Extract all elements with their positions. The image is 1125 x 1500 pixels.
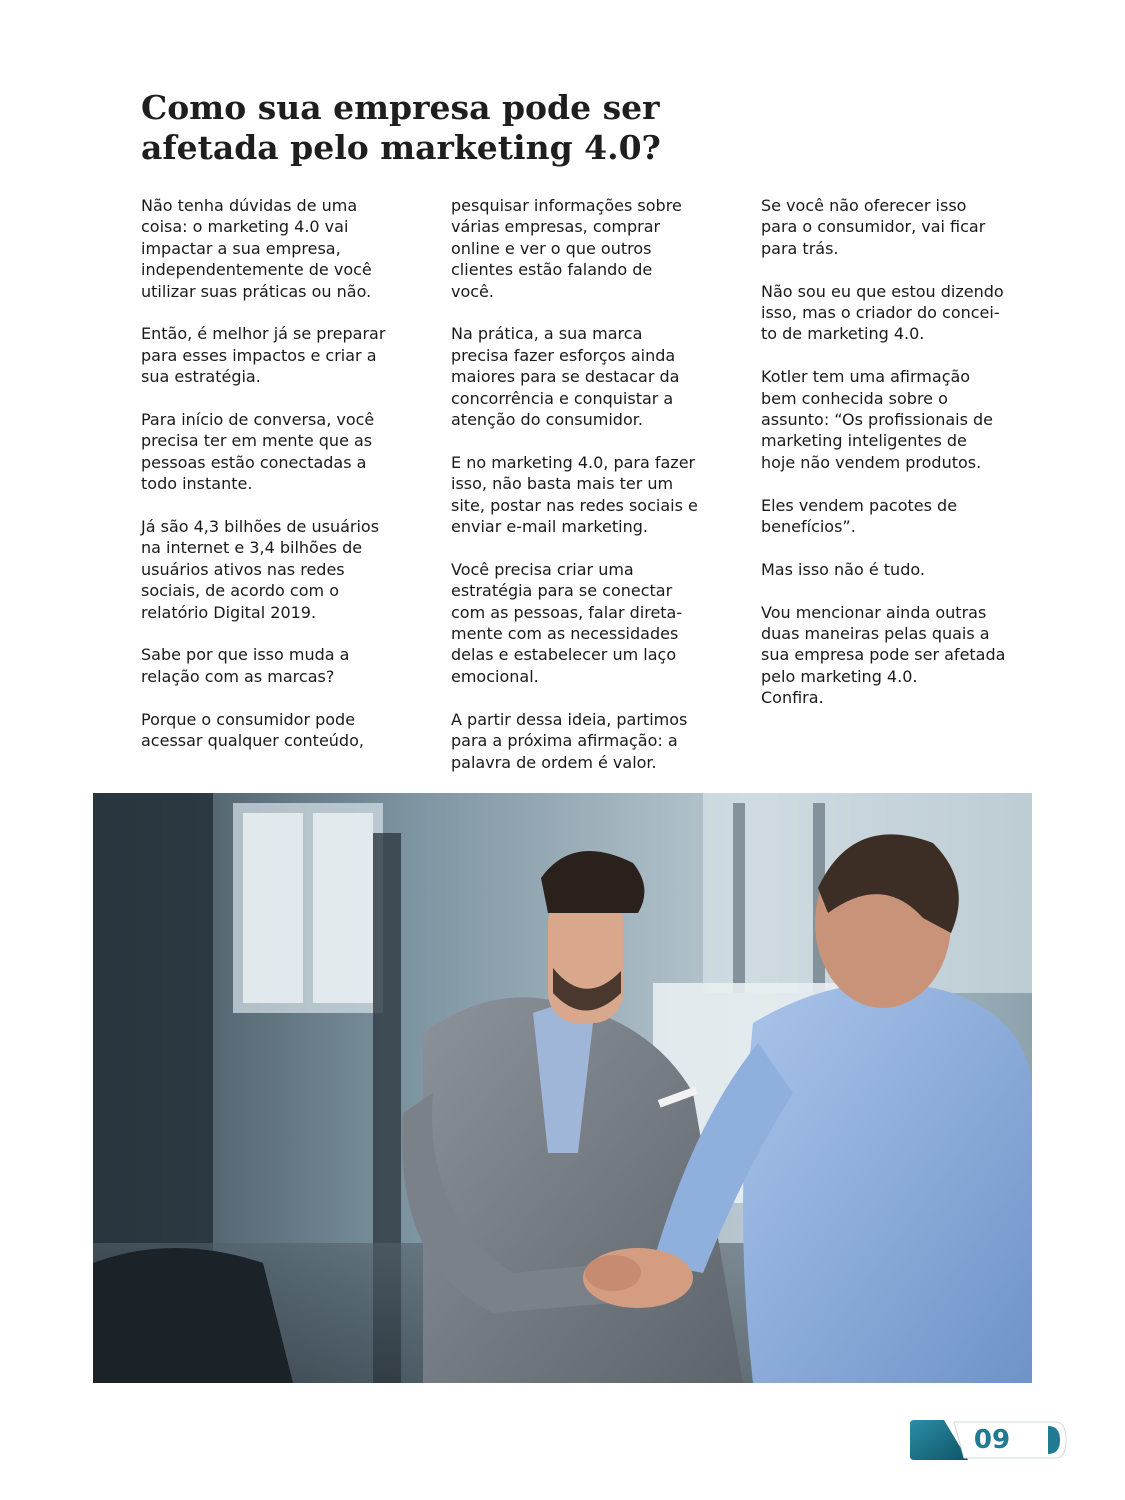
paragraph: Então, é melhor já se preparar para esses impactos e criar a sua estratégia.	[141, 324, 386, 387]
paragraph: Vou mencionar ainda outras duas maneiras pelas quais a sua empresa pode ser afetada pelo marketing 4.0. Confira.	[761, 602, 1006, 708]
paragraph: Não tenha dúvidas de uma coisa: o marketing 4.0 vai impactar a sua empresa, independentemente de você utilizar suas práticas ou não.	[141, 196, 372, 301]
text-column-2	[451, 195, 721, 794]
paragraph: Porque o consumidor pode acessar qualquer conteúdo,	[141, 709, 364, 751]
paragraph: Sabe por que isso muda a relação com as marcas?	[141, 645, 350, 686]
paragraph: Mas isso não é tudo.	[761, 559, 925, 579]
paragraph: Kotler tem uma afirmação bem conhecida sobre o assunto: “Os profissionais de marketing inteligentes de hoje não vendem produtos.	[761, 367, 993, 472]
paragraph: A partir dessa ideia, partimos para a próxima afirmação: a palavra de ordem é valor.	[451, 709, 688, 772]
paragraph: Na prática, a sua marca precisa fazer esforços ainda maiores para se destacar da concorrência e conquistar a atenção do consumidor.	[451, 324, 680, 430]
paragraph: Se você não oferecer isso para o consumidor, vai ficar para trás.	[761, 196, 986, 258]
paragraph: Você precisa criar uma estratégia para se conectar com as pessoas, falar direta- mente com as necessidades delas e estabelecer um laço emocional.	[451, 559, 683, 686]
paragraph: Não sou eu que estou dizendo isso, mas o criador do concei- to de marketing 4.0.	[761, 281, 1004, 344]
text-column-1	[141, 195, 426, 773]
page-title: Como sua empresa pode ser afetada pelo marketing 4.0?	[141, 88, 661, 167]
page-number: 09	[973, 1425, 1011, 1455]
paragraph: pesquisar informações sobre várias empresas, comprar online e ver o que outros clientes estão falando de você.	[451, 196, 682, 301]
paragraph: Já são 4,3 bilhões de usuários na internet e 3,4 bilhões de usuários ativos nas redes sociais, de acordo com o relatório Digital 2019.	[141, 517, 380, 622]
text-column-3	[761, 195, 1036, 730]
handshake-photo	[93, 793, 1032, 1383]
paragraph: E no marketing 4.0, para fazer isso, não basta mais ter um site, postar nas redes sociais e enviar e-mail marketing.	[451, 452, 698, 537]
paragraph: Eles vendem pacotes de benefícios”.	[761, 495, 958, 537]
paragraph: Para início de conversa, você precisa ter em mente que as pessoas estão conectadas a todo instante.	[141, 410, 375, 494]
